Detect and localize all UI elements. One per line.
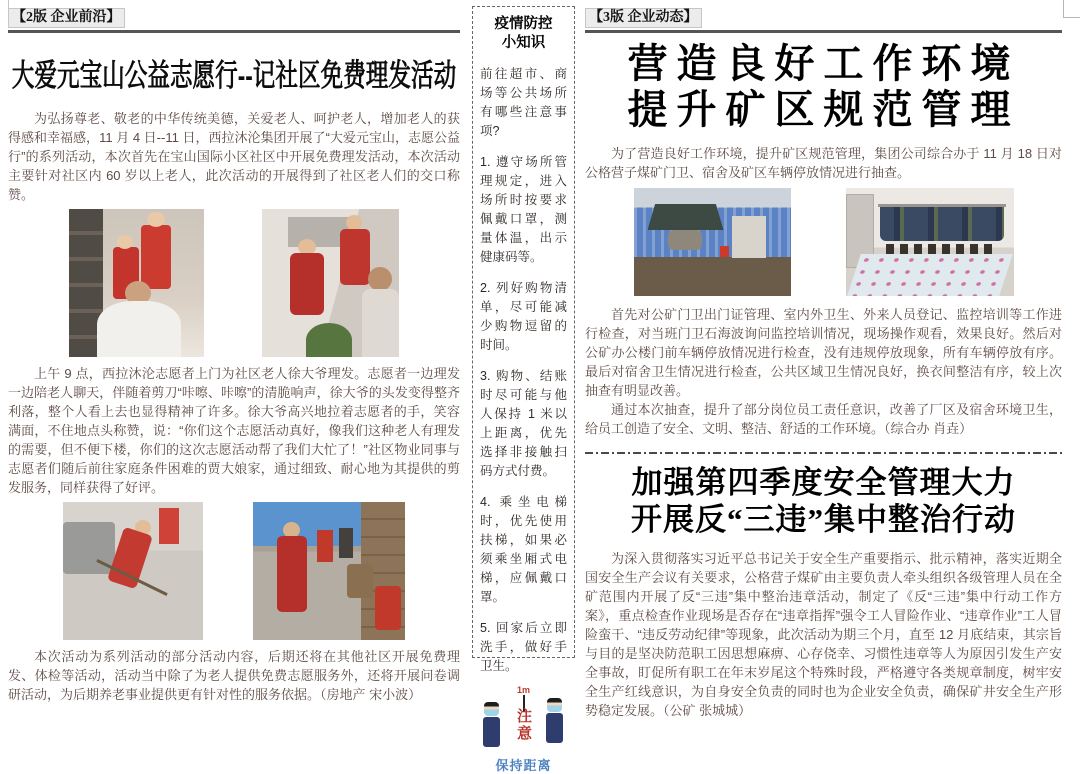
tip-item: 2. 列好购物清单，尽可能减少购物逗留的时间。: [480, 281, 567, 352]
section-rule: [585, 30, 1062, 33]
photo-row: [8, 502, 460, 640]
article-paragraph: 本次活动为系列活动的部分活动内容，后期还将在其他社区开展免费理发、体检等活动，活动当中除了为老人提供免费志愿服务外，还将开展问卷调研活动，为后期养老事业提供更有针对性的服务依据。（房地产 宋小波）: [8, 649, 460, 702]
warning-text: 注意: [515, 708, 532, 742]
keep-distance-cartoon: [480, 686, 567, 774]
photo-volunteers-registration-desk: [262, 209, 399, 357]
photo-volunteer-mopping-floor: [63, 502, 203, 640]
keep-distance-caption: 保持距离: [495, 758, 552, 773]
section-badge-page3: 【3版 企业动态】: [585, 8, 702, 28]
photo-volunteers-outdoor-with-elders: [253, 502, 405, 640]
article-title-safety: [585, 464, 1062, 538]
photo-mine-shed-parking-area: [634, 188, 791, 296]
tips-title-line1: 疫情防控: [494, 16, 553, 32]
title-line2: 提升矿区规范管理: [627, 87, 1020, 132]
article-paragraph: 为深入贯彻落实习近平总书记关于安全生产重要指示、批示精神，落实近期全国安全生产会议有关要求，公格营子煤矿由主要负责人牵头组织各级管理人员在全矿范围内开展了反“三违”集中整治违章活动，制定了《反“三违”集中行动工作方案》，重点检查作业现场是否存在“违章指挥”强令工人冒险作业、“违章作业”工人冒险蛮干、“违反劳动纪律”等现象，此次活动为期三个月，直至 12 月底结束，其宗旨与目的是坚决防范职工因思想麻痹、心存侥幸、习惯性违章等人为原因引发生产安全事故，盯促所有职工在年末岁尾这个特殊时段，严格遵守各类规章制度，树牢安全生产红线意识，为自身安全负责的同时也为企业安全负责，确保矿井安全生产形势稳定发展。（公矿 张城城）: [585, 551, 1062, 718]
photo-row: [585, 188, 1062, 296]
tip-item: 4. 乘坐电梯时，优先使用扶梯，如果必须乘坐厢式电梯，应佩戴口罩。: [480, 495, 567, 604]
article-paragraph: 首先对公矿门卫出门证管理、室内外卫生、外来人员登记、监控培训等工作进行检查，对当班门卫石海波询问监控培训情况，现场操作观看，效果良好。然后对公矿办公楼门前车辆停放情况进行检查，没有违规停放现象，所有车辆停放有序。最后对宿舍卫生情况进行检查，公共区域卫生情况良好，换衣间整洁有序，较上次抽查有明显改善。: [585, 307, 1062, 398]
section-page2: [8, 8, 460, 704]
article-paragraph: 上午 9 点，西拉沐沦志愿者上门为社区老人徐大爷理发。志愿者一边理发一边陪老人聊天，伴随着剪刀“咔嚓、咔嚓”的清脆响声，徐大爷的头发变得整齐利落，整个人看上去也显得精神了许多。徐大爷高兴地拉着志愿者的手，笑容满面，不住地点头称赞，说：“你们这个志愿活动真好，像我们这种老人有理发的需要，但不便下楼，你们的这次志愿活动帮了我们大忙了！”社区物业同事与志愿者们随后前往家庭条件困难的贾大娘家，通过细致、耐心地为其提供的剪发服务，同样获得了好评。: [8, 366, 460, 495]
title-line2: 开展反“三违”集中整治行动: [631, 502, 1016, 537]
tips-intro: 前往超市、商场等公共场所有哪些注意事项?: [480, 67, 567, 138]
section-rule: [8, 30, 460, 33]
photo-dormitory-changing-room: [846, 188, 1014, 296]
tip-item: 3. 购物、结账时尽可能与他人保持 1 米以上距离，优先选择非接触扫码方式付费。: [480, 369, 567, 478]
article-paragraph: 为弘扬尊老、敬老的中华传统美德，关爱老人、呵护老人，增加老人的获得感和幸福感，11 月 4 日--11 日，西拉沐沦集团开展了“大爱元宝山，志愿公益行”的系列活动，本次首先在宝山国际小区社区中开展免费理发活动，本次活动主要针对社区内 60 岁以上老人，此次活动的开展得到了社区老人们的交口称赞。: [8, 111, 460, 202]
article-paragraph: 为了营造良好工作环境，提升矿区规范管理，集团公司综合办于 11 月 18 日对公格营子煤矿门卫、宿舍及矿区车辆停放情况进行抽查。: [585, 146, 1062, 180]
section-badge-page2: 【2版 企业前沿】: [8, 8, 125, 28]
cartoon-person-left-icon: [482, 702, 502, 748]
page-corner-mark: [1063, 0, 1080, 18]
tips-title: [480, 15, 567, 53]
cartoon-person-right-icon: [545, 698, 565, 744]
article-title-haircut: 大爱元宝山公益志愿行--记社区免费理发活动: [11, 58, 457, 93]
article-title-environment: [585, 41, 1062, 133]
photo-volunteers-haircut-indoor: [69, 209, 204, 357]
title-line1: 加强第四季度安全管理大力: [631, 465, 1016, 500]
sidebar-covid-tips-box: [472, 6, 575, 773]
section-page3: [585, 8, 1062, 720]
title-line1: 营造良好工作环境: [627, 41, 1020, 86]
distance-label: 1m: [516, 685, 530, 695]
tip-item: 1. 遵守场所管理规定，进入场所时按要求佩戴口罩，测量体温，出示健康码等。: [480, 155, 567, 264]
tips-title-line2: 小知识: [501, 35, 546, 51]
tip-item: 5. 回家后立即洗手，做好手卫生。: [480, 621, 567, 673]
article-divider: [585, 452, 1062, 454]
photo-row: [8, 209, 460, 357]
article-paragraph: 通过本次抽查，提升了部分岗位员工责任意识，改善了厂区及宿舍环境卫生，给员工创造了安全、文明、整洁、舒适的工作环境。（综合办 肖垚）: [585, 402, 1062, 436]
